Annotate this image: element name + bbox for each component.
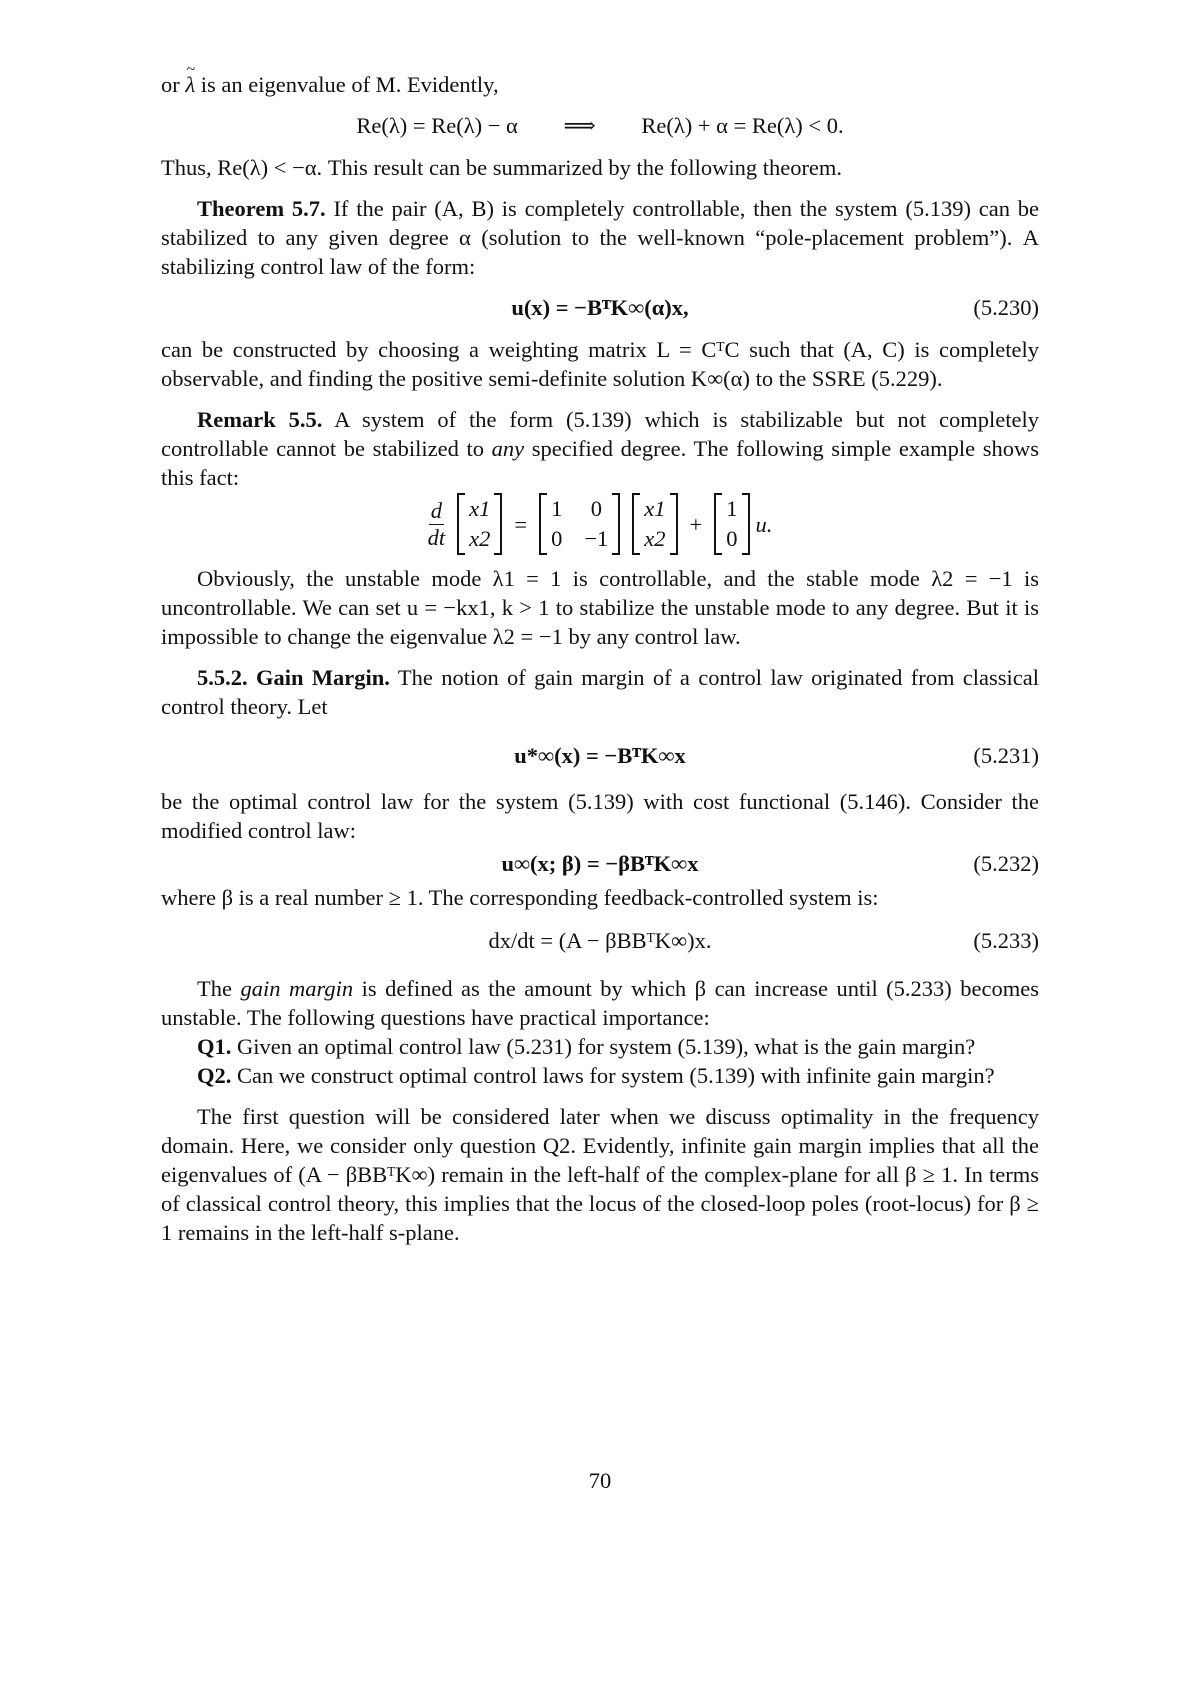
equation-re-lambda: [161, 111, 1039, 141]
q1-label: Q1.: [197, 1034, 232, 1059]
state-x2: x2: [469, 526, 491, 551]
eq-5-233-expr: dx/dt = (A − βBBᵀK∞)x.: [488, 928, 712, 953]
eq-5-232-expr: u∞(x; β) = −βBᵀK∞x: [501, 851, 699, 876]
obviously-paragraph: Obviously, the unstable mode λ1 = 1 is controllable, and the stable mode λ2 = −1 is uncontrollable. We can set u = −kx1, k > 1 to stabilize the unstable mode to any degree. But it is impossible to change the eigenvalue λ2 = −1 by any control law.: [161, 566, 1039, 649]
theorem-text: If the pair (A, B) is completely controllable, then the system (5.139) can be stabilized to any given degree α (solution to the well-known “pole-placement problem”). A stabilizing control law of the form:: [161, 196, 1040, 279]
thus-start: Thus, Re(λ) < −α.: [161, 155, 323, 180]
frac-denominator: dt: [427, 524, 446, 550]
matrix-a22: −1: [584, 526, 609, 551]
paragraph-after-5-230: can be constructed by choosing a weighting matrix L = CᵀC such that (A, C) is completely observable, and finding the positive semi-definite solution K∞(α) to the SSRE (5.229).: [161, 337, 1039, 391]
remark-label: Remark 5.5.: [197, 407, 323, 432]
page-number: 70: [588, 1468, 612, 1493]
eq-5-230-number: (5.230): [973, 295, 1039, 320]
input-b2: 0: [726, 526, 738, 551]
intro-rest: is an eigenvalue of M. Evidently,: [200, 72, 499, 97]
gain-margin-term: gain margin: [240, 976, 354, 1001]
remark-text-b: specified degree. The following simple example shows this fact:: [161, 436, 1040, 490]
plus-sign: +: [689, 511, 703, 537]
equation-5-230: [161, 293, 1039, 323]
eq-5-230-expr: u(x) = −BᵀK∞(α)x,: [511, 295, 689, 320]
paragraph-after-5-232: where β is a real number ≥ 1. The corresponding feedback-controlled system is:: [161, 885, 879, 910]
state-x2-rhs: x2: [644, 526, 666, 551]
state-vector-rhs: [632, 493, 677, 555]
thus-rest: This result can be summarized by the following theorem.: [327, 155, 843, 180]
eq-re-left: Re(λ) = Re(λ) − α: [356, 113, 518, 138]
matrix-a11: 1: [551, 496, 563, 521]
question-q2: [161, 1061, 1039, 1090]
q2-text: Can we construct optimal control laws for system (5.139) with infinite gain margin?: [237, 1063, 995, 1088]
system-matrix: [539, 493, 620, 555]
final-paragraph: The first question will be considered later when we discuss optimality in the frequency domain. Here, we consider only question Q2. Evidently, infinite gain margin implies that all the eigenvalues of (A − βBBᵀK∞) remain in the left-half of the complex-plane for all β ≥ 1. In terms of classical control theory, this implies that the locus of the closed-loop poles (root-locus) for β ≥ 1 remains in the left-half s-plane.: [161, 1104, 1039, 1245]
q2-label: Q2.: [197, 1063, 232, 1088]
eq-re-right: Re(λ) + α = Re(λ) < 0.: [641, 113, 844, 138]
input-b1: 1: [726, 496, 738, 521]
control-u: u.: [755, 511, 773, 537]
gain-def-the: The: [197, 976, 232, 1001]
remark-5-5: [161, 405, 1039, 492]
eq-5-232-number: (5.232): [973, 851, 1039, 876]
remark-text-a: A system of the form (5.139) which is stabilizable but not completely controllable cannot be stabilized to: [161, 407, 1039, 461]
state-x1: x1: [469, 496, 491, 521]
section-heading: 5.5.2. Gain Margin.: [197, 665, 390, 690]
gain-def-rest: is defined as the amount by which β can increase until (5.233) becomes unstable. The following questions have practical importance:: [161, 976, 1039, 1030]
eq-5-231-number: (5.231): [973, 743, 1039, 768]
theorem-5-7: [161, 194, 1039, 281]
section-5-5-2: [161, 663, 1039, 721]
frac-numerator: d: [430, 497, 442, 523]
section-text: The notion of gain margin of a control law originated from classical control theory. Let: [161, 665, 1039, 719]
equation-5-232: [161, 849, 1039, 879]
page-body: [161, 70, 1039, 1247]
theorem-label: Theorem 5.7.: [197, 196, 326, 221]
lambda-tilde: ~ λ: [185, 70, 195, 99]
matrix-equation: [161, 490, 1039, 558]
equation-5-231: [161, 741, 1039, 771]
state-x1-rhs: x1: [644, 496, 666, 521]
eq-5-231-expr: u*∞(x) = −BᵀK∞x: [514, 743, 686, 768]
remark-any-italic: any: [491, 436, 525, 461]
matrix-a12: 0: [590, 496, 602, 521]
equals-sign: =: [514, 511, 528, 537]
q1-text: Given an optimal control law (5.231) for system (5.139), what is the gain margin?: [237, 1034, 976, 1059]
paragraph-after-5-231: be the optimal control law for the system (5.139) with cost functional (5.146). Consider the modified control law:: [161, 789, 1039, 843]
implies-arrow: ⟹: [563, 113, 596, 138]
derivative-fraction: [428, 498, 446, 551]
state-vector: [457, 493, 502, 555]
matrix-a21: 0: [551, 526, 563, 551]
intro-line: [161, 70, 1039, 99]
input-vector: [714, 493, 749, 555]
eq-5-233-number: (5.233): [973, 928, 1039, 953]
thus-line: [161, 153, 1039, 182]
gain-margin-definition: [161, 974, 1039, 1032]
intro-or: or: [161, 72, 180, 97]
question-q1: [161, 1032, 1039, 1061]
equation-5-233: [161, 926, 1039, 956]
